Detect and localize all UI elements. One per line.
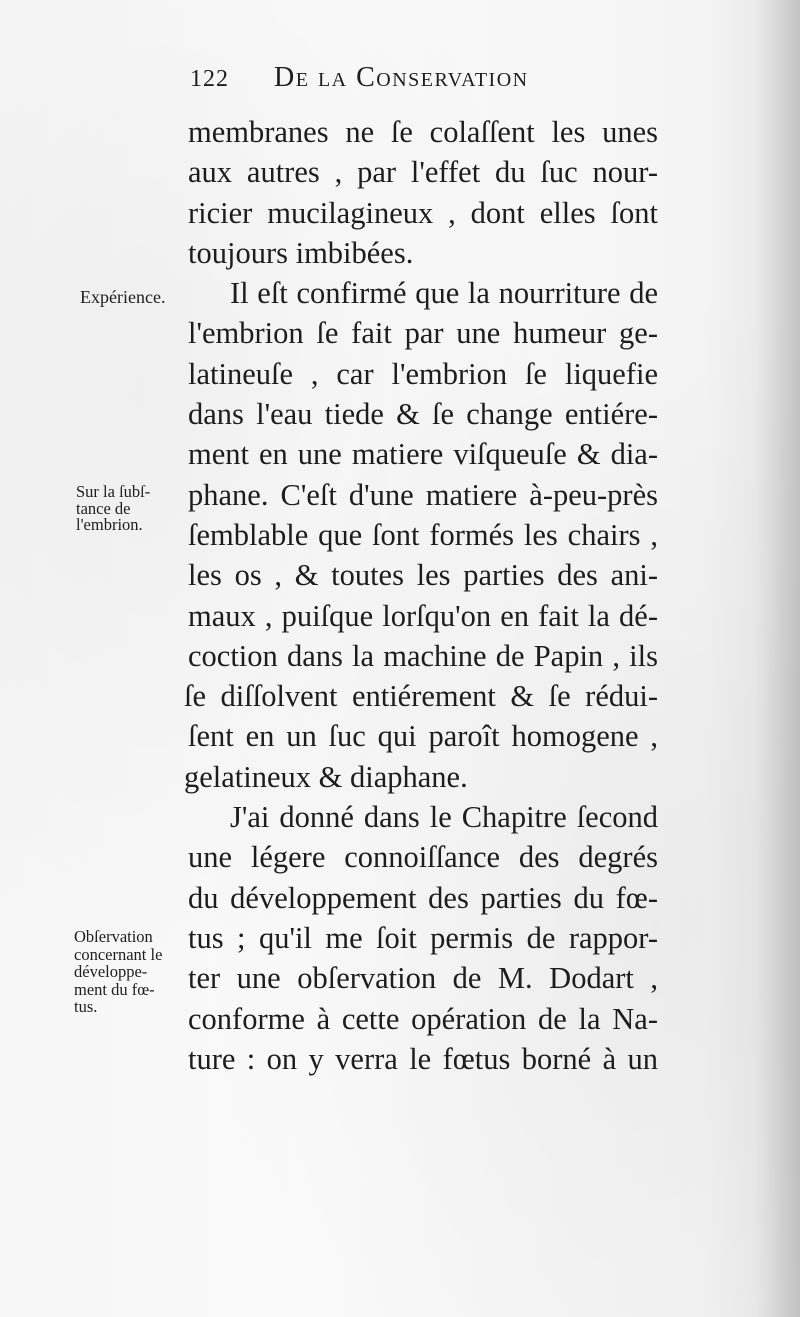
text-line: ter une obſervation de M. Dodart ,	[188, 961, 658, 996]
text-line: latineuſe , car l'embrion ſe liquefie	[188, 356, 658, 391]
text-line: Il eſt confirmé que la nourriture de	[230, 276, 658, 311]
margin-note-line: développe-	[74, 962, 148, 981]
running-head: De la Conservation	[274, 62, 529, 93]
text-line: ſe diſſolvent entiérement & ſe rédui-	[184, 679, 658, 714]
margin-note-observation	[74, 928, 162, 1016]
margin-note-line: ment du fœ-	[74, 979, 155, 999]
margin-note-line: l'embrion.	[76, 515, 143, 534]
margin-note-line: tance de	[76, 498, 131, 518]
page-header	[188, 62, 628, 106]
text-line: phane. C'eſt d'une matiere à-peu-près	[188, 477, 658, 512]
text-line: membranes ne ſe colaſſent les unes	[188, 115, 658, 149]
margin-note-line: Expérience.	[80, 287, 166, 307]
margin-note-substance	[76, 484, 150, 534]
text-line: maux , puiſque lorſqu'on en fait la dé-	[188, 598, 658, 633]
text-line: ſemblable que ſont formés les chairs ,	[188, 517, 658, 552]
text-line: les os , & toutes les parties des ani-	[188, 558, 658, 593]
margin-note-experience	[80, 289, 165, 306]
body-text	[184, 112, 658, 1079]
text-line: conforme à cette opération de la Na-	[188, 1001, 658, 1036]
text-line: dans l'eau tiede & ſe change entiére-	[188, 397, 658, 432]
text-line: tus ; qu'il me ſoit permis de rappor-	[188, 920, 658, 955]
text-line: coction dans la machine de Papin , ils	[188, 638, 658, 673]
text-line: une légere connoiſſance des degrés	[188, 840, 658, 875]
text-line: ſent en un ſuc qui paroît homogene ,	[188, 719, 658, 754]
text-line: ture : on y verra le fœtus borné à un	[188, 1041, 658, 1076]
text-line: ricier mucilagineux , dont elles ſont	[188, 195, 658, 230]
text-line: l'embrion ſe fait par une humeur ge-	[188, 316, 658, 351]
margin-note-line: concernant le	[74, 944, 163, 964]
margin-note-line: tus.	[74, 997, 98, 1016]
text-line: ment en une matiere viſqueuſe & dia-	[188, 437, 658, 472]
margin-note-line: Obſervation	[74, 927, 153, 946]
text-line: du développement des parties du fœ-	[188, 880, 658, 915]
text-line: toujours imbibées.	[188, 235, 414, 270]
text-line: aux autres , par l'effet du ſuc nour-	[188, 155, 658, 190]
page-edge-shadow	[754, 0, 800, 1317]
page-number: 122	[190, 66, 229, 92]
text-line: J'ai donné dans le Chapitre ſecond	[230, 800, 658, 835]
margin-note-line: Sur la ſubſ-	[76, 482, 151, 501]
text-line: gelatineux & diaphane.	[184, 759, 468, 794]
